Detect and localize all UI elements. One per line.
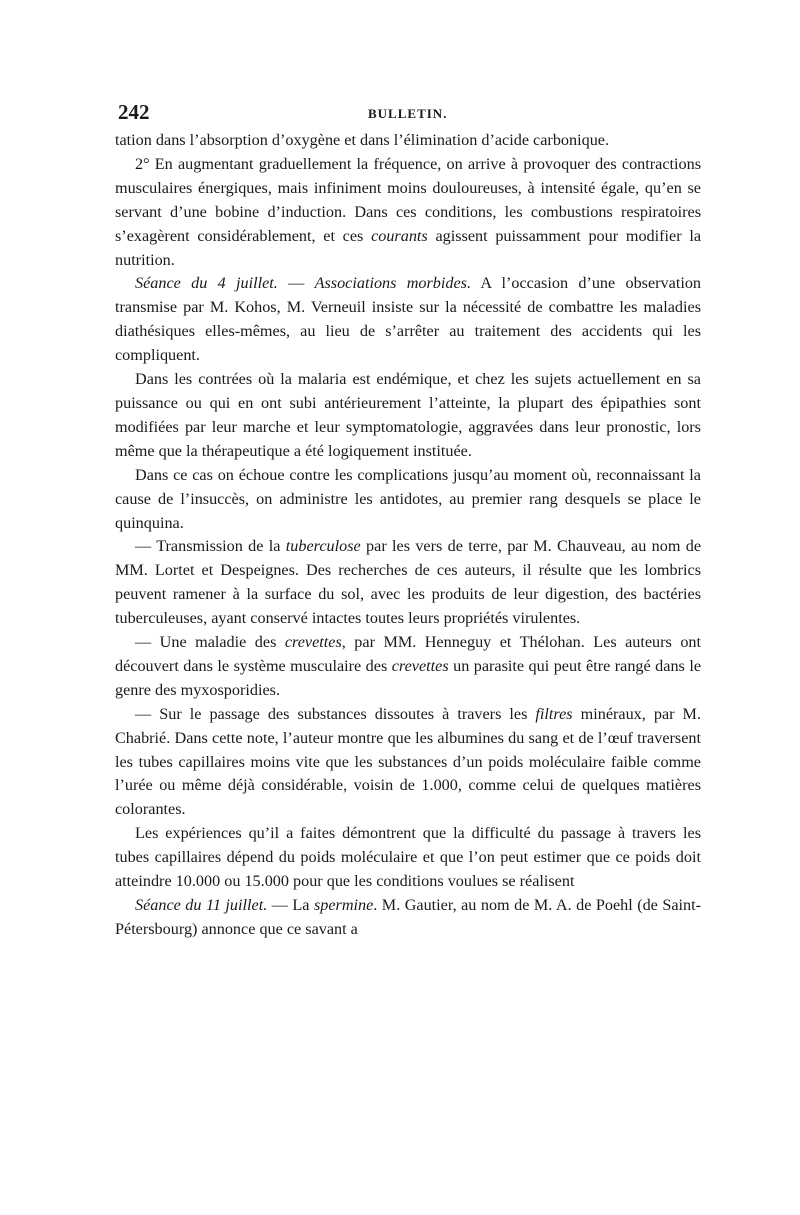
paragraph: Les expériences qu’il a faites démontrent que la difficulté du passage à travers les tubes capillaires dépend du poids moléculaire et que l’on peut estimer que ce poids doit atteindre 10.000 ou 15.000 pour que les conditions voulues se réalisent xyxy=(115,824,701,891)
paragraph: — Une maladie des crevettes, par MM. Henneguy et Thélohan. Les auteurs ont découvert dans le système musculaire des crevettes un parasite qui peut être rangé dans le genre des myxosporidies. xyxy=(115,633,701,699)
paragraph: Séance du 4 juillet. — Associations morbides. A l’occasion d’une observation transmise par M. Kohos, M. Verneuil insiste sur la nécessité de combattre les maladies diathésiques elles-mêmes, au lieu de s’arrêter au traitement des accidents qui les compliquent. xyxy=(115,274,702,365)
paragraph: 2° En augmentant graduellement la fréquence, on arrive à provoquer des contractions musculaires énergiques, mais infiniment moins douloureuses, à intensité égale, qu’en se servant d’une bobine d’induction. Dans ces conditions, les combustions respiratoires s’exagèrent considérablement, et ces courants agissent puissamment pour modifier la nutrition. xyxy=(115,154,702,269)
paragraph: — Sur le passage des substances dissoutes à travers les filtres minéraux, par M. Chabrié. Dans cette note, l’auteur montre que les albumines du sang et de l’œuf traversent les tubes capillaires moins vite que les substances d’un poids moléculaire faible comme l’urée ou même déjà considérable, voisin de 1.000, comme celui de quelques matières colorantes. xyxy=(115,704,701,819)
page-number: 242 xyxy=(118,100,150,124)
paragraph: Séance du 11 juillet. — La spermine. M. Gautier, au nom de M. A. de Poehl (de Saint-Pétersbourg) annonce que ce savant a xyxy=(115,896,702,938)
running-head: BULLETIN. xyxy=(368,106,448,121)
paragraph: — Transmission de la tuberculose par les vers de terre, par M. Chauveau, au nom de MM. Lortet et Despeignes. Des recherches de ces auteurs, il résulte que les lombrics peuvent ramener à la surface du sol, avec les produits de leur digestion, des bactéries tuberculeuses, ayant conservé intactes toutes leurs propriétés virulentes. xyxy=(115,537,702,628)
paragraph: tation dans l’absorption d’oxygène et dans l’élimination d’acide carbonique. xyxy=(115,131,610,149)
paragraph: Dans les contrées où la malaria est endémique, et chez les sujets actuellement en sa puissance ou qui en ont subi antérieurement l’atteinte, la plupart des épipathies sont modifiées par leur marche et leur symptomatologie, aggravées dans leur pronostic, lors même que la thérapeutique a été logiquement instituée. xyxy=(115,370,701,460)
page-header xyxy=(118,100,696,126)
paragraph: Dans ce cas on échoue contre les complications jusqu’au moment où, reconnaissant la cause de l’insuccès, on administre les antidotes, au premier rang desquels se place le quinquina. xyxy=(115,465,701,532)
body-text xyxy=(115,129,701,942)
